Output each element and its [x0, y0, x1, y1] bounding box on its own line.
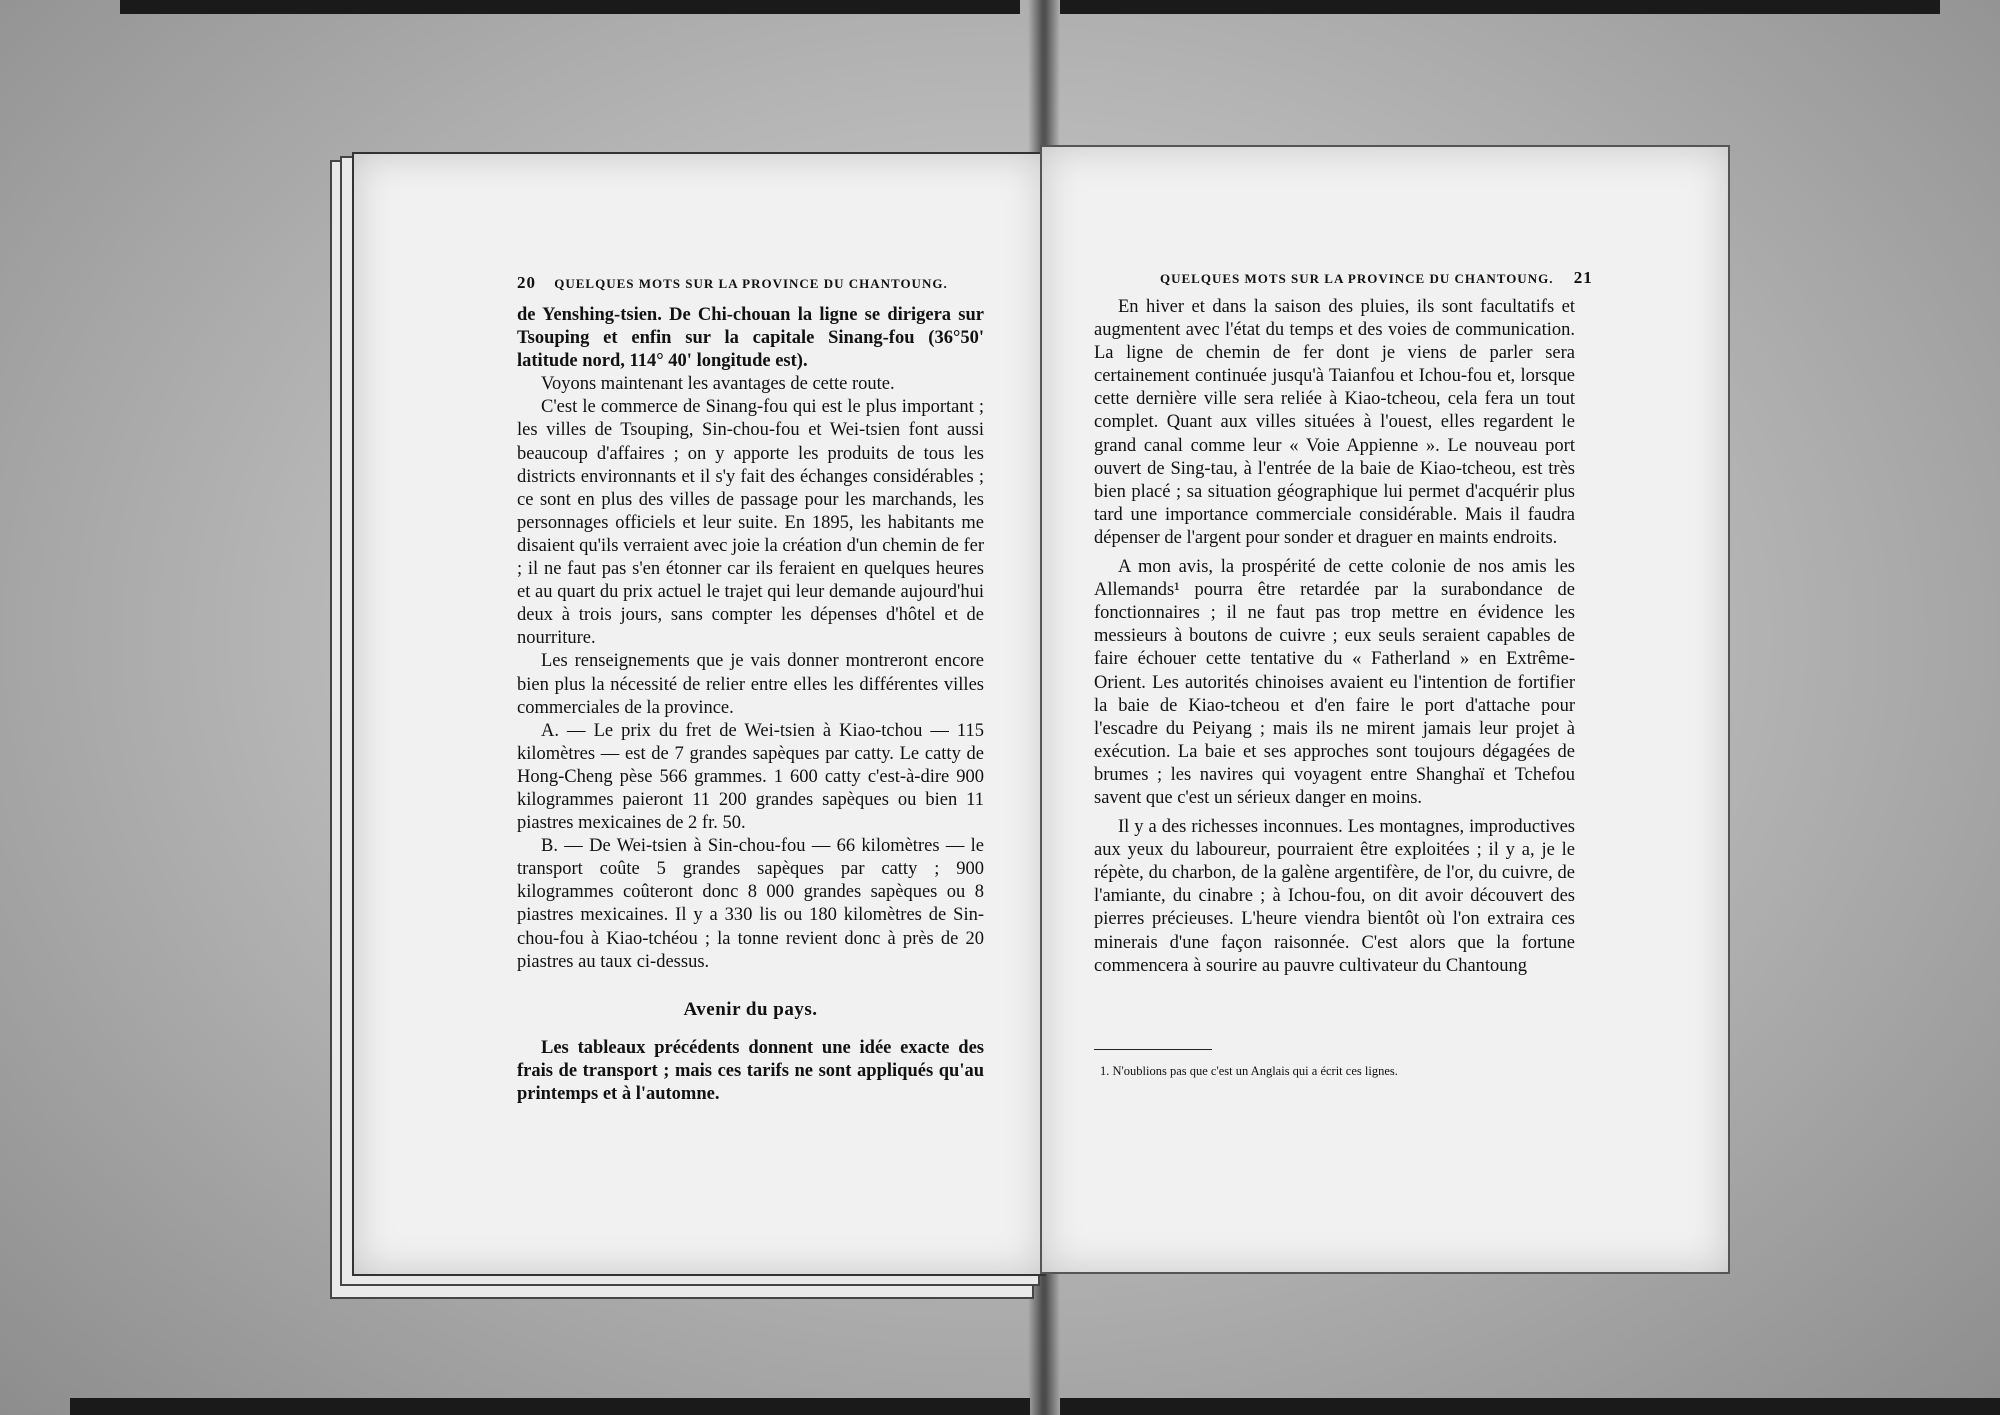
left-running-title: QUELQUES MOTS SUR LA PROVINCE DU CHANTOUNG. [554, 276, 948, 291]
right-text-block [1094, 296, 1575, 978]
paragraph: Voyons maintenant les avantages de cette route. [541, 374, 895, 395]
scan-edge-top-right [1060, 0, 1940, 14]
footnote: 1. N'oublions pas que c'est un Anglais qui a écrit ces lignes. [1100, 1064, 1398, 1078]
paragraph: B. — De Wei-tsien à Sin-chou-fou — 66 kilomètres — le transport coûte 5 grandes sapèques par catty ; 900 kilogrammes coûteront donc 8 000 grandes sapèques ou 8 piastres mexicaines. Il y a 330 lis ou 180 kilomètres de Sin-chou-fou à Kiao-tchéou ; la tonne revient donc à près de 20 piastres au taux ci-dessus. [517, 836, 984, 972]
paragraph: Il y a des richesses inconnues. Les montagnes, improductives aux yeux du laboureur, pourraient être exploitées ; il y a, je le répète, du charbon, de la galène argentifère, de l'or, du cuivre, de l'amiante, du cinabre ; à Ichou-fou, on dit avoir découvert des pierres précieuses. L'heure viendra bientôt où l'on extraira ces minerais d'une façon raisonnée. C'est alors que la fortune commencera à sourire au pauvre cultivateur du Chantoung [1094, 817, 1575, 976]
scan-edge-bottom-right [1060, 1398, 2000, 1415]
footnote-rule [1094, 1049, 1212, 1050]
left-running-head [517, 273, 948, 293]
scan-edge-bottom-left [70, 1398, 1030, 1415]
section-title: Avenir du pays. [683, 998, 818, 1020]
paragraph: de Yenshing-tsien. De Chi-chouan la ligne se dirigera sur Tsouping et enfin sur la capitale Sinang-fou (36°50' latitude nord, 114° 40' longitude est). [517, 305, 984, 372]
left-page-number: 20 [517, 273, 536, 292]
scan-edge-top-left [120, 0, 1020, 14]
right-page-number: 21 [1573, 268, 1593, 287]
right-running-title: QUELQUES MOTS SUR LA PROVINCE DU CHANTOUNG. [1160, 271, 1554, 286]
paragraph: C'est le commerce de Sinang-fou qui est le plus important ; les villes de Tsouping, Sin-chou-fou et Wei-tsien font aussi beaucoup d'affaires ; on y apporte les produits de tous les districts environnants et il s'y fait des échanges considérables ; ce sont en plus des villes de passage pour les marchands, les personnages officiels et leur suite. En 1895, les habitants me disaient qu'ils verraient avec joie la création d'un chemin de fer ; il ne faut pas s'en étonner car ils feraient en quelques heures et au quart du prix actuel le trajet qui leur demande aujourd'hui deux à trois jours, sans compter les dépenses d'hôtel et de nourriture. [517, 397, 984, 649]
paragraph: A mon avis, la prospérité de cette colonie de nos amis les Allemands¹ pourra être retardée par la surabondance de fonctionnaires ; il ne faut pas trop mettre en évidence les messieurs à boutons de cuivre ; eux seuls seraient capables de faire échouer cette tentative du « Fatherland » en Extrême-Orient. Les autorités chinoises avaient eu l'intention de fortifier la baie de Kiao-tcheou et d'en faire le port d'attache pour l'escadre du Peiyang ; mais ils ne mirent jamais leur projet à exécution. La baie et ses approches sont toujours dégagées de brumes ; les navires qui voyagent entre Shanghaï et Tchefou savent que c'est un sérieux danger en moins. [1094, 557, 1575, 808]
right-running-head [1160, 268, 1593, 288]
paragraph: Les renseignements que je vais donner montreront encore bien plus la nécessité de relier entre elles les différentes villes commerciales de la province. [517, 651, 984, 718]
left-text-block [517, 304, 984, 1106]
paragraph: En hiver et dans la saison des pluies, ils sont facultatifs et augmentent avec l'état du temps et des voies de communication. La ligne de chemin de fer dont je viens de parler sera certainement continuée jusqu'à Taianfou et Ichou-fou et, lorsque cette dernière ville sera reliée à Kiao-tcheou, cela fera un tout complet. Quant aux villes situées à l'ouest, elles regardent le grand canal comme leur « Voie Appienne ». Le nouveau port ouvert de Sing-tau, à l'entrée de la baie de Kiao-tcheou, est très bien placé ; sa situation géographique lui permet d'acquérir plus tard une importance commerciale considérable. Mais il faudra dépenser de l'argent pour sonder et draguer en maints endroits. [1094, 297, 1575, 548]
paragraph: Les tableaux précédents donnent une idée exacte des frais de transport ; mais ces tarifs ne sont appliqués qu'au printemps et à l'automne. [517, 1037, 984, 1104]
paragraph: A. — Le prix du fret de Wei-tsien à Kiao-tchou — 115 kilomètres — est de 7 grandes sapèques par catty. Le catty de Hong-Cheng pèse 566 grammes. 1 600 catty c'est-à-dire 900 kilogrammes paieront 11 200 grandes sapèques ou bien 11 piastres mexicaines de 2 fr. 50. [517, 720, 984, 834]
